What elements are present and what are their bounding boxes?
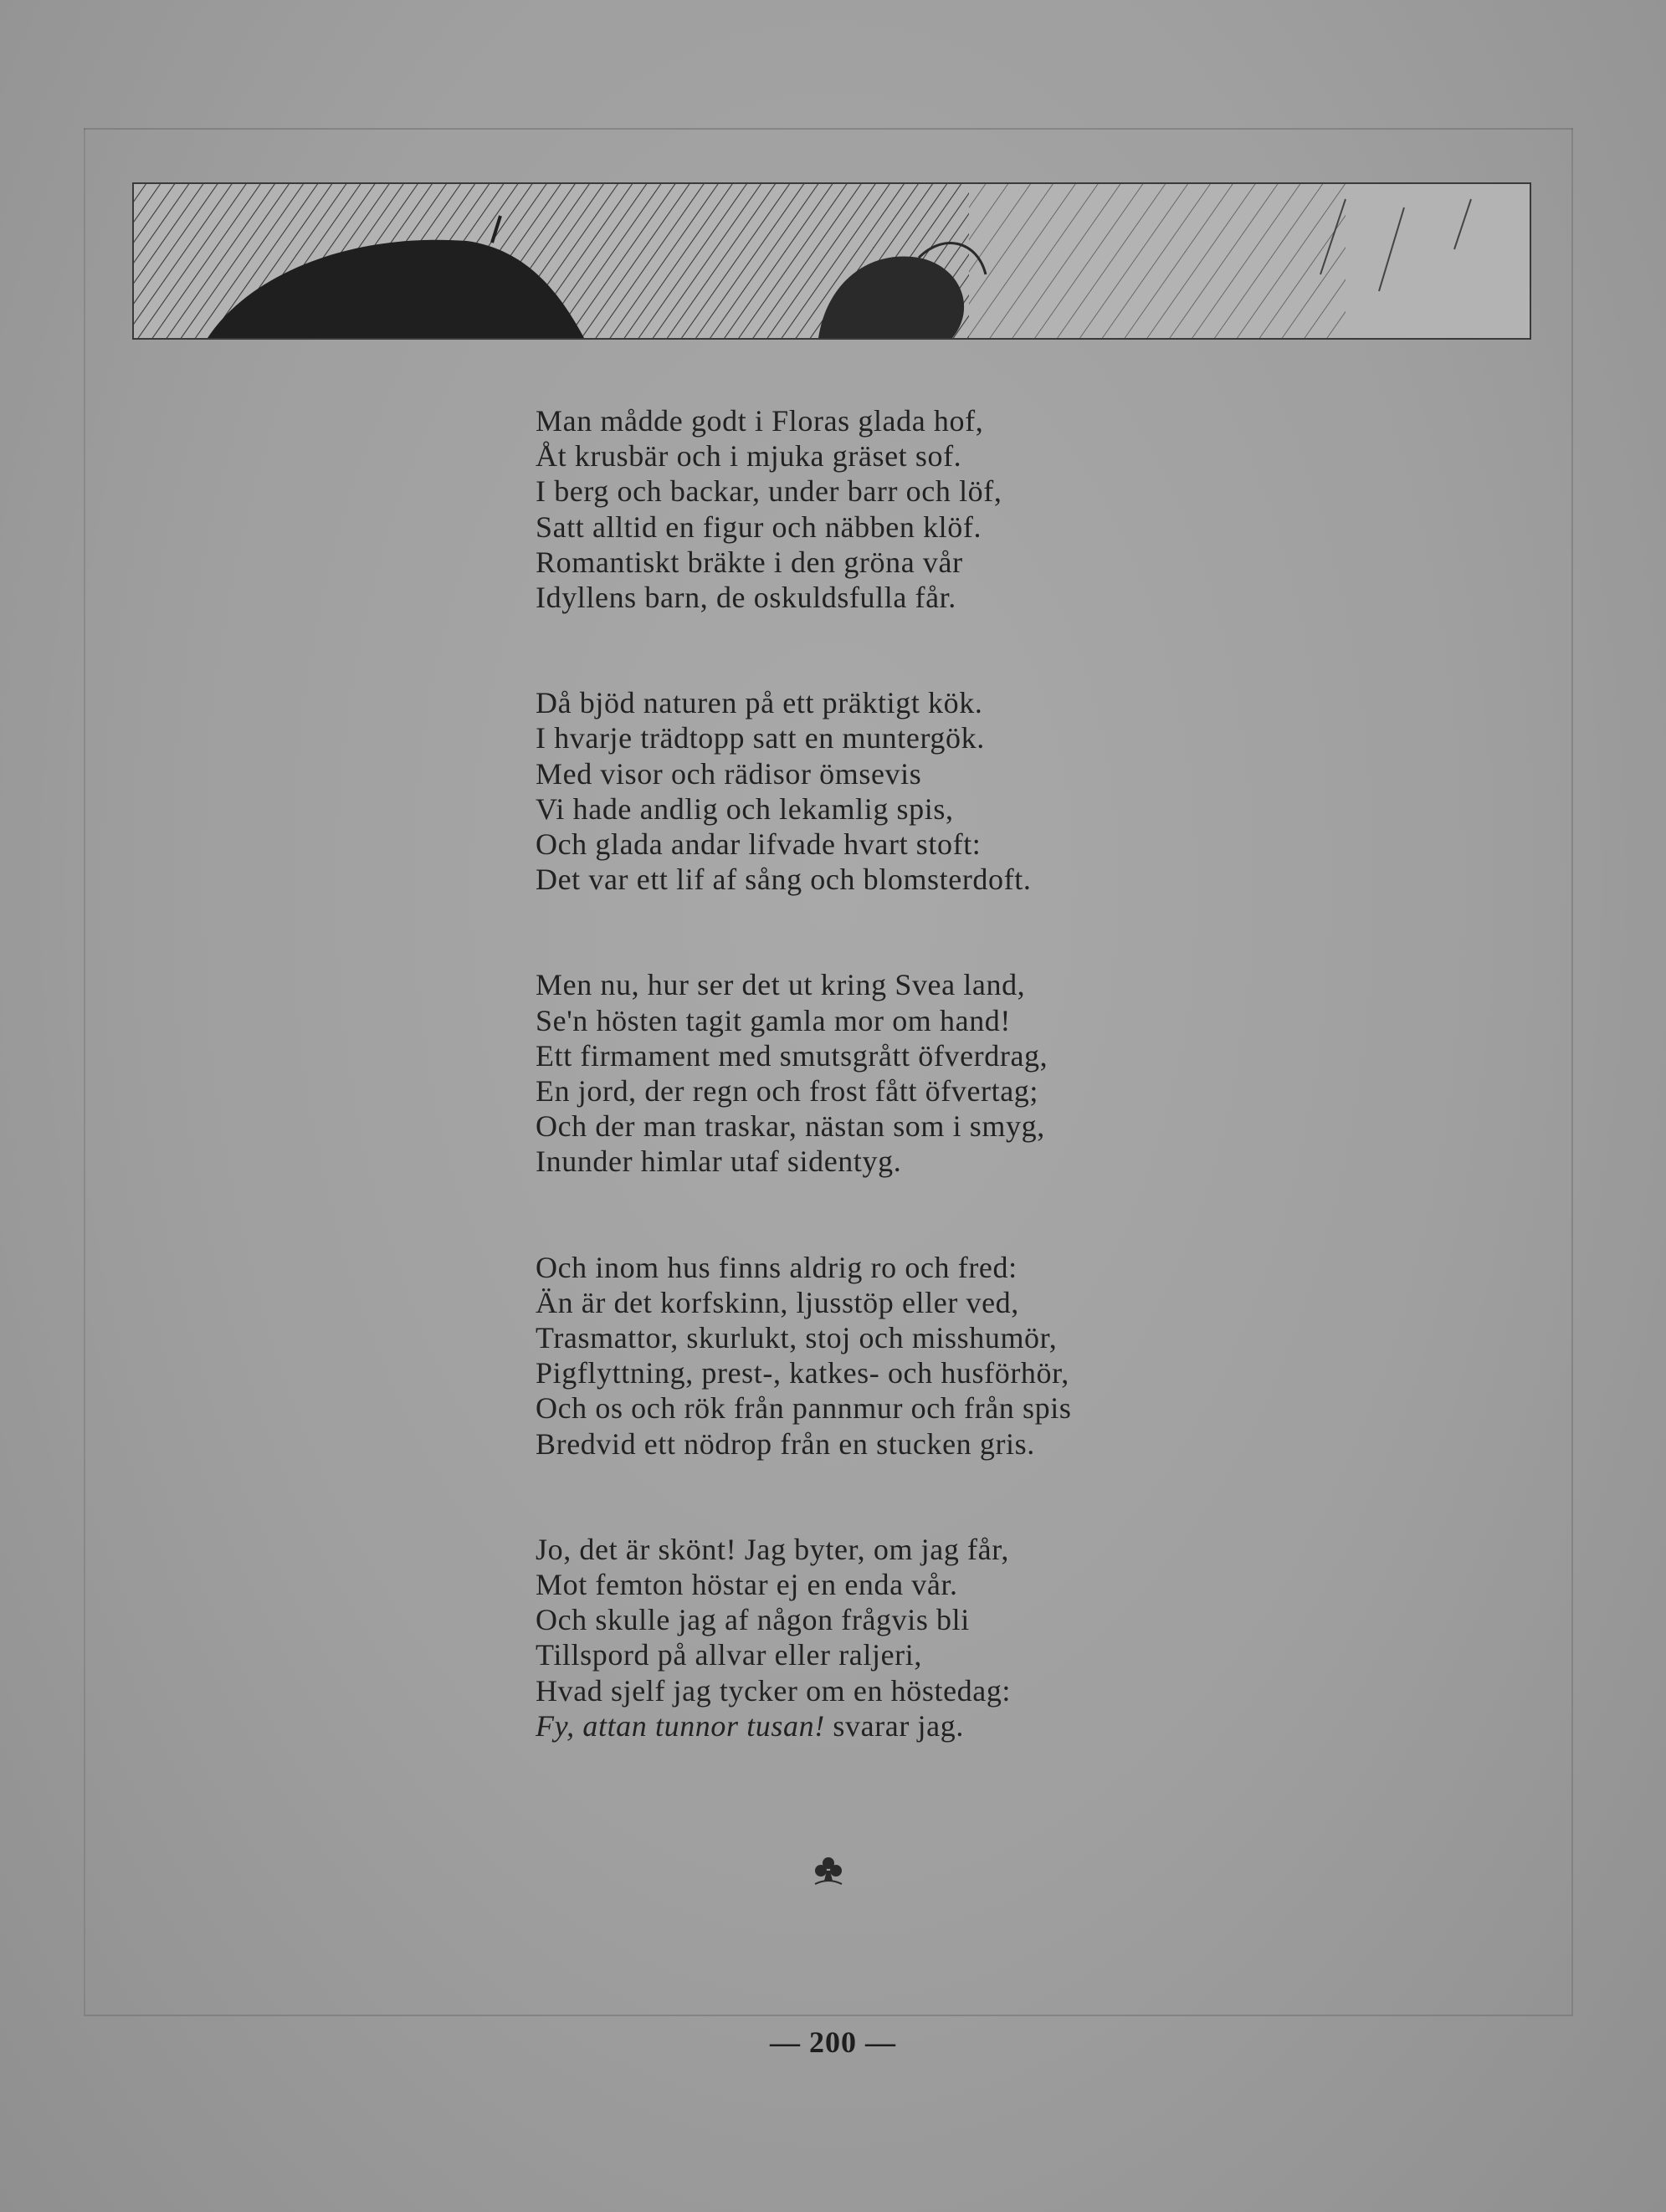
poem-line: I berg och backar, under barr och löf, [536,474,1002,509]
poem-line: Trasmattor, skurlukt, stoj och misshumör, [536,1321,1058,1355]
stanza [536,1250,1289,1462]
stanza [536,967,1289,1179]
stanza [536,403,1289,615]
stanza [536,685,1289,897]
page-number: — 200 — [770,2025,896,2059]
rain-umbrella-illustration [132,182,1531,340]
poem-line: Bredvid ett nödrop från en stucken gris. [536,1426,1035,1461]
frame-line-bottom [84,2015,1573,2016]
poem-line: Och os och rök från pannmur och från spis [536,1391,1072,1426]
poem-line: Med visor och rädisor ömsevis [536,756,922,791]
poem-line: I hvarje trädtopp satt en muntergök. [536,721,985,755]
frame-line-left [84,128,85,2015]
poem-line: Pigflyttning, prest-, katkes- och husförhör, [536,1356,1069,1390]
poem-line: Hvad sjelf jag tycker om en höstedag: [536,1673,1012,1708]
poem-line: En jord, der regn och frost fått öfvertag; [536,1074,1038,1109]
poem-line: Romantiskt bräkte i den gröna vår [536,545,963,579]
club-ornament-icon [810,1854,847,1887]
poem-line: Man mådde godt i Floras glada hof, [536,404,984,438]
poem-line: Idyllens barn, de oskuldsfulla får. [536,581,956,615]
poem-line: Tillspord på allvar eller raljeri, [536,1638,922,1672]
poem-line: Satt alltid en figur och näbben klöf. [536,509,982,544]
poem-line: Och skulle jag af någon frågvis bli [536,1603,970,1637]
poem-line-final [536,1708,1289,1743]
poem-line: Men nu, hur ser det ut kring Svea land, [536,968,1026,1002]
poem-line: Och glada andar lifvade hvart stoft: [536,827,982,862]
poem-line: Ett firmament med smutsgrått öfverdrag, [536,1038,1048,1073]
poem-line: Vi hade andlig och lekamlig spis, [536,791,954,826]
poem-line: Se'n hösten tagit gamla mor om hand! [536,1003,1011,1037]
frame-line-top [84,128,1573,130]
poem-line: Det var ett lif af sång och blomsterdoft. [536,863,1032,897]
exclamation-italic: Fy, attan tunnor tusan! [536,1708,825,1743]
poem [536,403,1289,1743]
poem-line: Än är det korfskinn, ljusstöp eller ved, [536,1285,1019,1319]
poem-line: Åt krusbär och i mjuka gräset sof. [536,439,962,474]
poem-line: Mot femton höstar ej en enda vår. [536,1568,958,1602]
poem-line: Inunder himlar utaf sidentyg. [536,1144,902,1179]
line-ending: svarar jag. [824,1708,964,1743]
poem-line: Och der man traskar, nästan som i smyg, [536,1109,1045,1144]
poem-line: Då bjöd naturen på ett präktigt kök. [536,686,983,720]
frame-line-right [1571,128,1573,2015]
stanza [536,1532,1289,1743]
poem-line: Jo, det är skönt! Jag byter, om jag får, [536,1532,1009,1566]
poem-line: Och inom hus finns aldrig ro och fred: [536,1250,1018,1284]
